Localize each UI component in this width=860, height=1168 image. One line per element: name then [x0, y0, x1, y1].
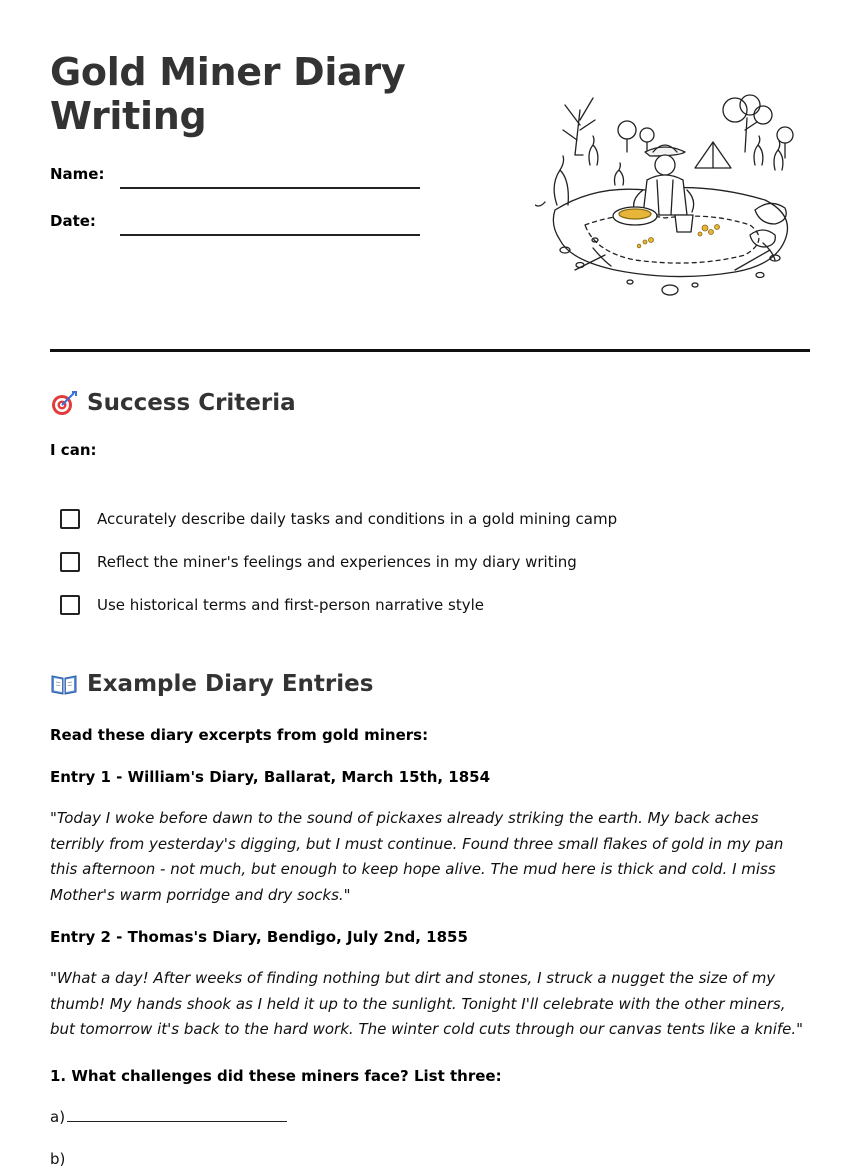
answer-a-row: [50, 1108, 287, 1126]
success-criteria-heading: [50, 390, 296, 416]
open-book-icon: [50, 671, 78, 697]
answer-b-label: b): [50, 1150, 66, 1168]
entry-title: Entry 2 - Thomas's Diary, Bendigo, July 2nd, 1855: [50, 928, 468, 946]
criteria-checkbox[interactable]: [60, 552, 80, 572]
name-label: Name:: [50, 165, 105, 183]
answer-a-field[interactable]: [67, 1109, 287, 1122]
title-line-2: Writing: [50, 94, 207, 138]
date-label: Date:: [50, 212, 96, 230]
entry-text: "Today I woke before dawn to the sound of pickaxes already striking the earth. My back aches terribly from yesterday's digging, but I must continue. Found three small flakes of gold in my pan this afternoon - not much, but enough to keep hope alive. The mud here is thick and cold. I miss Mother's warm porridge and dry socks.": [50, 809, 784, 904]
criteria-item[interactable]: [60, 593, 484, 617]
criteria-checkbox[interactable]: [60, 595, 80, 615]
criteria-text: Accurately describe daily tasks and conditions in a gold mining camp: [97, 510, 618, 528]
section-divider: [50, 349, 810, 352]
example-entries-heading: [50, 671, 373, 697]
success-criteria-title: Success Criteria: [87, 390, 296, 416]
date-field[interactable]: [120, 234, 420, 236]
answer-a-label: a): [50, 1108, 66, 1126]
criteria-checkbox[interactable]: [60, 509, 80, 529]
success-intro: I can:: [50, 441, 97, 459]
name-field[interactable]: [120, 187, 420, 189]
title-line-1: Gold Miner Diary: [50, 50, 406, 94]
criteria-item[interactable]: [60, 507, 617, 531]
criteria-text: Reflect the miner's feelings and experiences in my diary writing: [97, 553, 577, 571]
gold-panning-miner-illustration: [535, 90, 810, 300]
examples-intro: Read these diary excerpts from gold miners:: [50, 726, 429, 744]
entry-text: "What a day! After weeks of finding nothing but dirt and stones, I struck a nugget the size of my thumb! My hands shook as I held it up to the sunlight. Tonight I'll celebrate with the other miners, but tomorrow it's back to the hard work. The winter cold cuts through our canvas tents like a knife.": [50, 969, 804, 1038]
question-1: 1. What challenges did these miners face? List three:: [50, 1067, 502, 1085]
worksheet-title: [50, 50, 405, 138]
criteria-item[interactable]: [60, 550, 577, 574]
criteria-text: Use historical terms and first-person narrative style: [97, 596, 485, 614]
entry-title: Entry 1 - William's Diary, Ballarat, March 15th, 1854: [50, 768, 491, 786]
target-icon: [50, 390, 78, 416]
answer-b-row: [50, 1150, 65, 1168]
example-entries-title: Example Diary Entries: [87, 671, 374, 697]
